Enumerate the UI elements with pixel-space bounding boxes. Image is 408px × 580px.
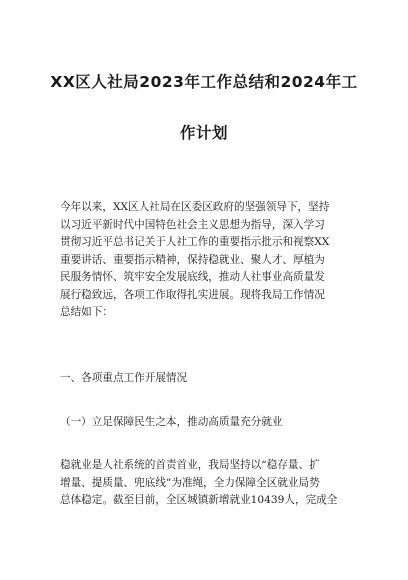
intro-paragraph-line: 今年以来，XX区人社局在区委区政府的坚强领导下，坚持: [60, 201, 330, 213]
intro-paragraph-line: 贯彻习近平总书记关于人社工作的重要指示批示和视察XX: [60, 236, 330, 248]
intro-paragraph-line: 民服务情怀、筑牢安全发展底线，推动人社事业高质量发: [60, 271, 325, 283]
employment-paragraph-line: 稳就业是人社系统的首责首业，我局坚持以“稳存量、扩: [60, 459, 320, 471]
subsection-heading: （一）立足保障民生之本，推动高质量充分就业: [60, 416, 283, 428]
employment-paragraph-line: 总体稳定。截至目前，全区城镇新增就业10439人，完成全: [60, 494, 338, 506]
intro-paragraph-line: 以习近平新时代中国特色社会主义思想为指导，深入学习: [60, 218, 325, 231]
employment-paragraph-line: 增量、提质量、兜底线”为准绳，全力保障全区就业局势: [60, 476, 320, 489]
document-title-line-2: 作计划: [179, 124, 228, 142]
employment-paragraph: [60, 457, 350, 510]
intro-paragraph-line: 重要讲话、重要指示精神，保持稳就业、聚人才、厚植为: [60, 253, 325, 266]
intro-paragraph-line: 展行稳致远，各项工作取得扎实进展。现将我局工作情况: [60, 288, 325, 301]
document-title-line-1: XX区人社局2023年工作总结和2024年工: [50, 73, 358, 91]
intro-paragraph-line: 总结如下：: [60, 306, 113, 318]
section-heading: 一、各项重点工作开展情况: [60, 372, 188, 384]
intro-paragraph: [60, 199, 350, 322]
